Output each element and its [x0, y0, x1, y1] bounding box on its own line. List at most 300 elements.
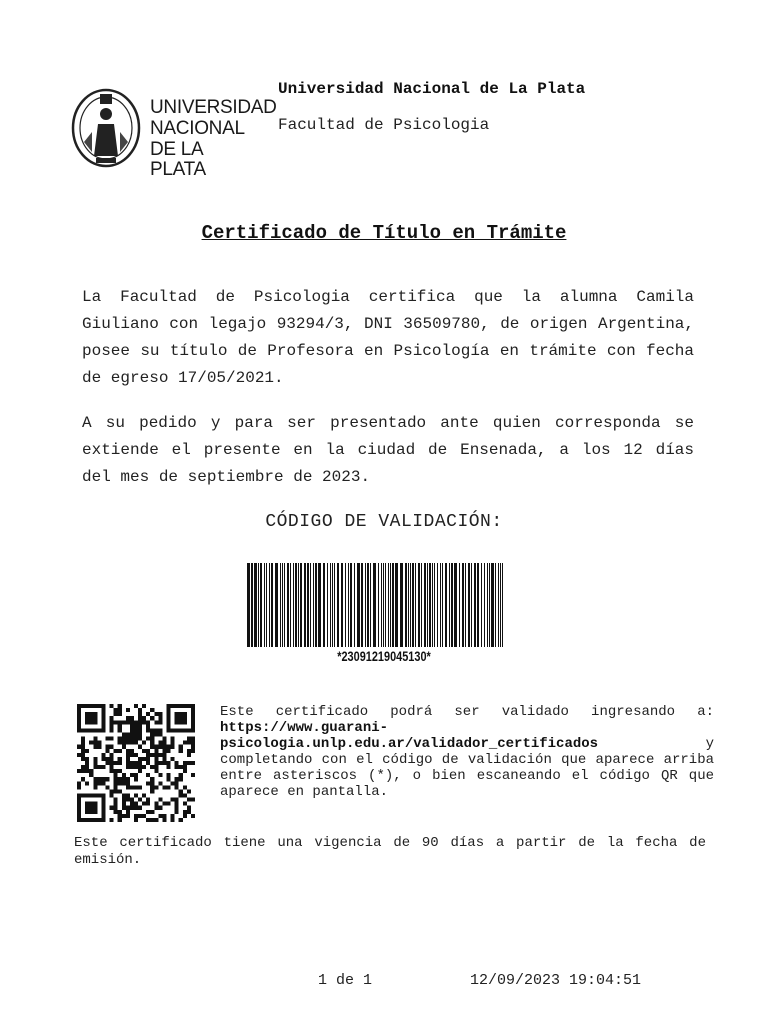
qr-module: [110, 761, 114, 765]
qr-module: [105, 749, 109, 753]
qr-module: [110, 704, 114, 708]
qr-module: [191, 745, 195, 749]
qr-module: [158, 745, 162, 749]
qr-module: [154, 720, 158, 724]
qr-module: [187, 753, 191, 757]
qr-module: [154, 712, 158, 716]
qr-module: [167, 802, 171, 806]
qr-module: [138, 745, 142, 749]
qr-module: [89, 769, 93, 773]
barcode-bar: [350, 563, 352, 647]
qr-module: [138, 732, 142, 736]
qr-module: [167, 773, 171, 777]
barcode-bar: [498, 563, 499, 647]
barcode-bar: [400, 563, 403, 647]
qr-module: [162, 814, 166, 818]
qr-module: [175, 777, 179, 781]
qr-module: [122, 741, 126, 745]
qr-module: [150, 732, 154, 736]
barcode-bar: [254, 563, 257, 647]
qr-module: [138, 761, 142, 765]
page-number: 1 de 1: [318, 972, 373, 989]
qr-module: [175, 798, 179, 802]
qr-module: [81, 769, 85, 773]
qr-module: [146, 724, 150, 728]
qr-module: [154, 765, 158, 769]
qr-module: [118, 741, 122, 745]
qr-module: [158, 732, 162, 736]
qr-module: [167, 745, 171, 749]
qr-module: [171, 741, 175, 745]
barcode-bar: [437, 563, 438, 647]
faculty-name: Facultad de Psicologia: [278, 116, 490, 134]
qr-module: [85, 769, 89, 773]
barcode-bar: [462, 563, 464, 647]
qr-module: [93, 741, 97, 745]
barcode-bar: [424, 563, 426, 647]
barcode-bar: [421, 563, 422, 647]
qr-module: [154, 785, 158, 789]
qr-module: [146, 749, 150, 753]
qr-module: [105, 761, 109, 765]
qr-module: [183, 761, 187, 765]
qr-module: [154, 802, 158, 806]
qr-module: [126, 720, 130, 724]
barcode-bar: [345, 563, 346, 647]
validation-url-link[interactable]: https://www.guarani-psicologia.unlp.edu.ar/validador_certificados: [220, 720, 599, 752]
qr-module: [93, 785, 97, 789]
barcode-bar: [307, 563, 309, 647]
barcode-bar: [264, 563, 265, 647]
qr-module: [154, 749, 158, 753]
qr-module: [126, 765, 130, 769]
logo-text-line-2: NACIONAL: [150, 118, 245, 139]
qr-module: [138, 757, 142, 761]
qr-module: [93, 757, 97, 761]
qr-module: [110, 753, 114, 757]
qr-module: [167, 761, 171, 765]
qr-module: [114, 781, 118, 785]
qr-module: [105, 737, 109, 741]
barcode-bar: [370, 563, 371, 647]
qr-module: [183, 794, 187, 798]
qr-module: [118, 724, 122, 728]
qr-module: [162, 785, 166, 789]
qr-module: [183, 769, 187, 773]
qr-module: [122, 781, 126, 785]
qr-module: [77, 745, 81, 749]
qr-module: [154, 806, 158, 810]
barcode-bar: [247, 563, 250, 647]
validation-rest: y completando con el código de validación que aparece arriba entre asteriscos (*), o bien escaneando el código QR que aparece en pantalla.: [220, 736, 714, 800]
qr-module: [187, 741, 191, 745]
qr-module: [130, 802, 134, 806]
qr-module: [134, 806, 138, 810]
qr-module: [158, 781, 162, 785]
qr-module: [183, 814, 187, 818]
qr-module: [130, 716, 134, 720]
qr-module: [81, 737, 85, 741]
qr-module: [126, 810, 130, 814]
qr-module: [146, 781, 150, 785]
qr-module: [134, 785, 138, 789]
qr-module: [142, 720, 146, 724]
qr-module: [175, 785, 179, 789]
barcode-bar: [327, 563, 328, 647]
qr-module: [118, 777, 122, 781]
qr-module: [114, 785, 118, 789]
qr-module: [171, 745, 175, 749]
barcode-bar: [357, 563, 360, 647]
qr-module: [93, 737, 97, 741]
qr-module: [142, 802, 146, 806]
qr-module: [150, 737, 154, 741]
barcode-bar: [489, 563, 490, 647]
barcode-bar: [271, 563, 273, 647]
qr-module: [175, 761, 179, 765]
qr-module: [122, 814, 126, 818]
qr-module: [175, 810, 179, 814]
qr-module: [114, 810, 118, 814]
qr-module: [77, 785, 81, 789]
qr-module: [167, 765, 171, 769]
qr-module: [183, 802, 187, 806]
qr-module: [142, 765, 146, 769]
qr-module: [114, 777, 118, 781]
qr-module: [138, 728, 142, 732]
barcode-bar: [258, 563, 259, 647]
qr-module: [183, 810, 187, 814]
qr-module: [138, 712, 142, 716]
qr-module: [171, 814, 175, 818]
barcode-bar: [395, 563, 398, 647]
qr-module: [150, 728, 154, 732]
qr-module: [146, 818, 150, 822]
qr-module: [134, 720, 138, 724]
barcode-bar: [266, 563, 267, 647]
barcode-bar: [298, 563, 299, 647]
barcode-bar: [269, 563, 270, 647]
qr-module: [138, 785, 142, 789]
qr-module: [138, 724, 142, 728]
barcode-bar: [500, 563, 501, 647]
qr-module: [130, 728, 134, 732]
barcode-bar: [390, 563, 391, 647]
qr-module: [122, 737, 126, 741]
qr-module: [122, 745, 126, 749]
qr-module: [179, 749, 183, 753]
barcode-bar: [502, 563, 503, 647]
barcode-bar: [332, 563, 333, 647]
qr-module: [130, 773, 134, 777]
qr-module: [150, 741, 154, 745]
qr-module: [110, 757, 114, 761]
qr-module: [105, 777, 109, 781]
qr-module: [134, 753, 138, 757]
qr-finder: [85, 802, 97, 814]
qr-module: [142, 814, 146, 818]
qr-module: [191, 798, 195, 802]
barcode-bar: [440, 563, 441, 647]
qr-module: [134, 802, 138, 806]
qr-module: [150, 818, 154, 822]
qr-module: [126, 781, 130, 785]
qr-module: [118, 704, 122, 708]
qr-module: [126, 757, 130, 761]
qr-module: [138, 765, 142, 769]
qr-module: [93, 777, 97, 781]
qr-module: [130, 753, 134, 757]
qr-module: [81, 777, 85, 781]
barcode-bar: [459, 563, 460, 647]
qr-module: [146, 720, 150, 724]
qr-module: [81, 745, 85, 749]
barcode-bar: [378, 563, 379, 647]
qr-module: [183, 741, 187, 745]
qr-module: [150, 810, 154, 814]
barcode-bar: [432, 563, 433, 647]
barcode-bar: [310, 563, 311, 647]
qr-module: [146, 798, 150, 802]
qr-module: [138, 708, 142, 712]
qr-module: [110, 794, 114, 798]
university-name: Universidad Nacional de La Plata: [278, 80, 586, 98]
qr-module: [101, 753, 105, 757]
qr-module: [110, 728, 114, 732]
qr-module: [114, 798, 118, 802]
qr-module: [130, 741, 134, 745]
qr-module: [138, 737, 142, 741]
qr-module: [146, 753, 150, 757]
qr-module: [122, 773, 126, 777]
barcode-bar: [354, 563, 355, 647]
barcode-bar: [315, 563, 317, 647]
issuance-paragraph: A su pedido y para ser presentado ante quien corresponda se extiende el presente en la ciudad de Ensenada, a los 12 días del mes de septiembre de 2023.: [82, 414, 694, 486]
qr-module: [138, 806, 142, 810]
barcode-bar: [449, 563, 450, 647]
qr-module: [126, 761, 130, 765]
qr-module: [130, 720, 134, 724]
qr-module: [126, 798, 130, 802]
qr-module: [77, 781, 81, 785]
qr-module: [138, 798, 142, 802]
barcode-bar: [260, 563, 262, 647]
qr-module: [126, 806, 130, 810]
qr-module: [110, 765, 114, 769]
qr-module: [162, 741, 166, 745]
barcode-bar: [442, 563, 443, 647]
barcode-text: *23091219045130*: [337, 648, 431, 664]
qr-module: [158, 806, 162, 810]
qr-module: [158, 814, 162, 818]
barcode-bar: [287, 563, 289, 647]
qr-module: [130, 798, 134, 802]
qr-module: [134, 765, 138, 769]
qr-module: [150, 785, 154, 789]
barcode-bar: [373, 563, 376, 647]
qr-module: [105, 785, 109, 789]
qr-module: [85, 761, 89, 765]
barcode-bar: [491, 563, 494, 647]
qr-module: [162, 737, 166, 741]
qr-module: [97, 777, 101, 781]
qr-module: [142, 749, 146, 753]
qr-module: [105, 745, 109, 749]
qr-module: [158, 773, 162, 777]
qr-module: [122, 802, 126, 806]
barcode-bar: [348, 563, 349, 647]
qr-module: [130, 732, 134, 736]
validation-barcode: [247, 563, 505, 647]
qr-module: [118, 814, 122, 818]
qr-module: [110, 724, 114, 728]
qr-module: [134, 737, 138, 741]
qr-module: [179, 789, 183, 793]
qr-module: [85, 781, 89, 785]
qr-module: [126, 749, 130, 753]
qr-module: [179, 773, 183, 777]
qr-module: [138, 814, 142, 818]
qr-module: [114, 769, 118, 773]
qr-module: [81, 749, 85, 753]
qr-module: [93, 765, 97, 769]
qr-module: [101, 757, 105, 761]
qr-module: [118, 728, 122, 732]
document-title: Certificado de Título en Trámite: [201, 222, 567, 244]
qr-module: [158, 716, 162, 720]
barcode-bar: [290, 563, 291, 647]
qr-module: [146, 761, 150, 765]
qr-module: [122, 720, 126, 724]
qr-module: [97, 765, 101, 769]
barcode-bar: [477, 563, 479, 647]
qr-module: [158, 753, 162, 757]
qr-module: [114, 761, 118, 765]
barcode-bar: [318, 563, 321, 647]
qr-module: [134, 794, 138, 798]
qr-module: [97, 781, 101, 785]
qr-module: [171, 818, 175, 822]
barcode-bar: [334, 563, 335, 647]
barcode-bar: [487, 563, 488, 647]
qr-module: [134, 814, 138, 818]
qr-module: [105, 757, 109, 761]
qr-module: [122, 794, 126, 798]
qr-module: [158, 728, 162, 732]
qr-module: [118, 769, 122, 773]
qr-module: [150, 789, 154, 793]
qr-module: [114, 789, 118, 793]
qr-module: [101, 765, 105, 769]
barcode-bar: [251, 563, 253, 647]
qr-module: [126, 708, 130, 712]
qr-module: [183, 765, 187, 769]
qr-module: [154, 769, 158, 773]
qr-module: [130, 761, 134, 765]
qr-module: [130, 724, 134, 728]
qr-module: [122, 732, 126, 736]
qr-module: [187, 806, 191, 810]
barcode-bar: [465, 563, 466, 647]
barcode-bar: [451, 563, 453, 647]
qr-module: [122, 798, 126, 802]
qr-module: [154, 753, 158, 757]
qr-module: [114, 749, 118, 753]
qr-module: [146, 757, 150, 761]
barcode-bar: [313, 563, 314, 647]
validation-instructions: [220, 704, 714, 800]
qr-module: [150, 708, 154, 712]
qr-module: [146, 773, 150, 777]
barcode-bar: [341, 563, 343, 647]
qr-module: [167, 777, 171, 781]
university-seal-icon: [70, 86, 142, 172]
qr-module: [150, 781, 154, 785]
qr-module: [110, 789, 114, 793]
qr-module: [138, 716, 142, 720]
qr-module: [118, 712, 122, 716]
qr-module: [162, 757, 166, 761]
qr-module: [114, 802, 118, 806]
validation-qr-code: [77, 704, 195, 822]
qr-module: [114, 712, 118, 716]
qr-module: [162, 802, 166, 806]
qr-module: [134, 773, 138, 777]
barcode-bar: [337, 563, 339, 647]
qr-module: [118, 818, 122, 822]
qr-module: [126, 794, 130, 798]
qr-module: [114, 720, 118, 724]
qr-module: [110, 769, 114, 773]
qr-module: [175, 806, 179, 810]
barcode-bar: [429, 563, 431, 647]
barcode-bar: [282, 563, 283, 647]
barcode-bar: [454, 563, 457, 647]
qr-module: [97, 745, 101, 749]
barcode-bar: [412, 563, 414, 647]
qr-module: [142, 704, 146, 708]
qr-module: [175, 765, 179, 769]
qr-module: [101, 781, 105, 785]
certification-paragraph: La Facultad de Psicologia certifica que la alumna Camila Giuliano con legajo 93294/3, DNI 36509780, de origen Argentina, posee su título de Profesora en Psicología en trámite con fecha de egreso 17/05/2021.: [82, 288, 694, 387]
qr-module: [154, 757, 158, 761]
qr-module: [134, 732, 138, 736]
qr-module: [114, 708, 118, 712]
qr-module: [146, 802, 150, 806]
qr-module: [126, 814, 130, 818]
barcode-bar: [284, 563, 285, 647]
qr-module: [81, 765, 85, 769]
barcode-bar: [445, 563, 447, 647]
qr-module: [126, 785, 130, 789]
qr-module: [85, 757, 89, 761]
qr-module: [85, 765, 89, 769]
qr-module: [146, 712, 150, 716]
qr-module: [126, 737, 130, 741]
qr-module: [191, 761, 195, 765]
qr-module: [146, 728, 150, 732]
qr-module: [114, 773, 118, 777]
qr-module: [130, 765, 134, 769]
qr-module: [171, 798, 175, 802]
qr-module: [150, 777, 154, 781]
qr-module: [89, 741, 93, 745]
qr-module: [142, 794, 146, 798]
qr-module: [110, 806, 114, 810]
barcode-bar: [408, 563, 409, 647]
barcode-bar: [304, 563, 306, 647]
university-logo: [70, 86, 277, 180]
